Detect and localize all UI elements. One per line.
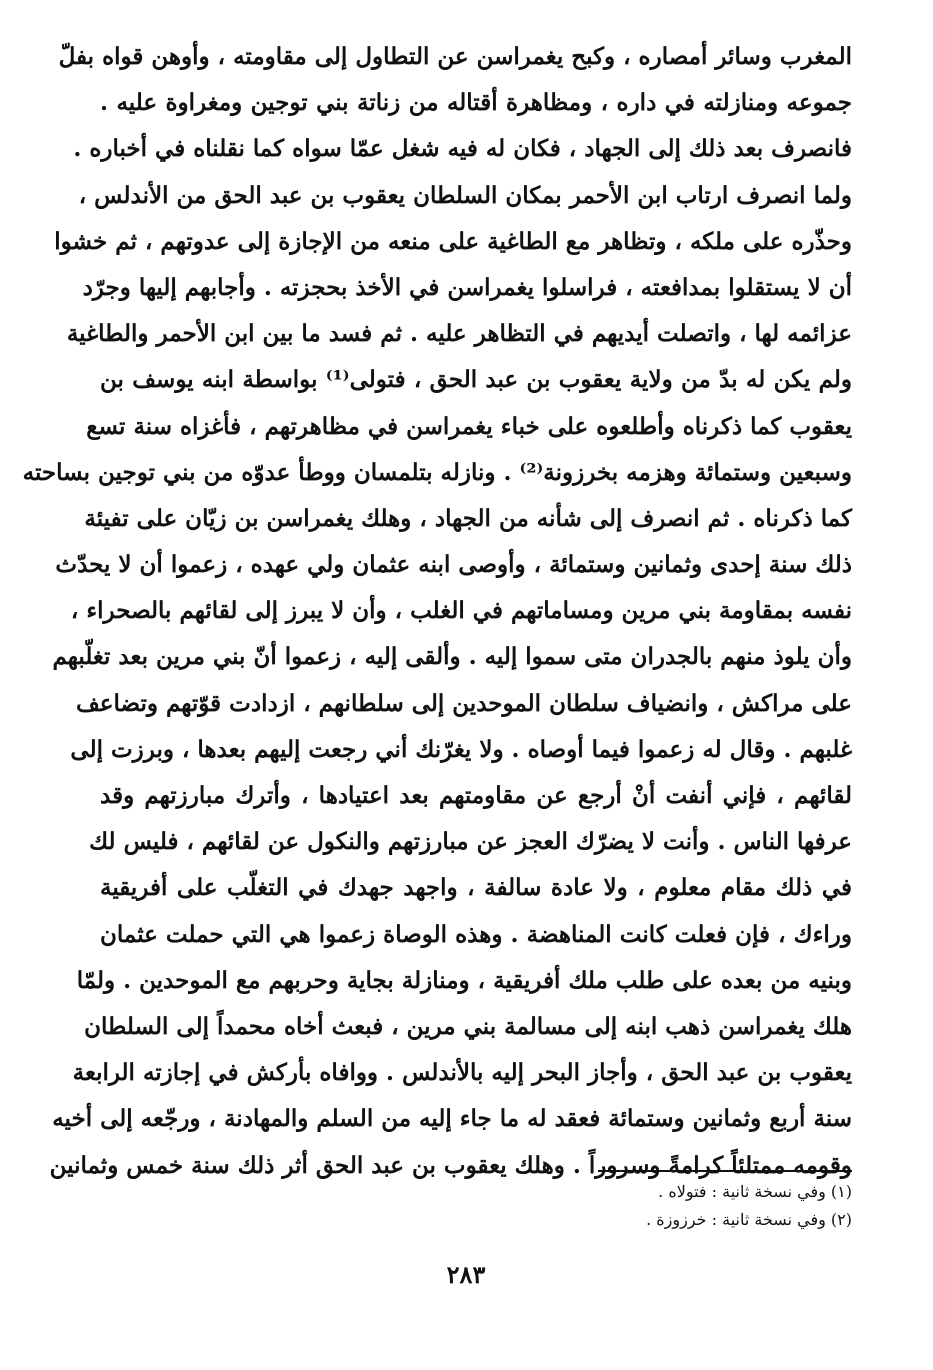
text-line: يعقوب كما ذكرناه وأطلعوه على خباء يغمراسن في مظاهرتهم ، فأغزاه سنة تسع [86,412,852,440]
text-line: وأن يلوذ منهم بالجدران متى سموا إليه . وألقى إليه ، زعموا أنّ بني مرين بعد تغلّبهم [52,643,852,671]
text-line: وراءك ، فإن فعلت كانت المناهضة . وهذه الوصاة زعموا هي التي حملت عثمان [100,920,852,948]
text-line: جموعه ومنازلته في داره ، ومظاهرة أقتاله من زناتة بني توجين ومغراوة عليه . [100,89,852,117]
footnote-separator [598,1170,852,1172]
text-line: المغرب وسائر أمصاره ، وكبح يغمراسن عن التطاول إلى مقاومته ، وأوهن قواه بفلّ [58,43,852,70]
text-line: هلك يغمراسن ذهب ابنه إلى مسالمة بني مرين ، فبعث أخاه محمداً إلى السلطان [84,1012,852,1040]
text-line: يعقوب بن عبد الحق ، وأجاز البحر إليه بالأندلس . ووافاه بأركش في إجازته الرابعة [72,1059,852,1087]
text-line: وقومه ممتلئاً كرامةً وسروراً . وهلك يعقوب بن عبد الحق أثر ذلك سنة خمس وثمانين [49,1151,852,1179]
text-line: وبنيه من بعده على طلب ملك أفريقية ، ومنازلة بجاية وحربهم مع الموحدين . ولمّا [76,966,852,994]
text-line: وسبعين وستمائة وهزمه بخرزونة⁽²⁾ . ونازله بتلمسان ووطأ عدوّه من بني توجين بساحته [22,458,852,486]
text-line: ولم يكن له بدّ من ولاية يعقوب بن عبد الحق ، فتولى⁽¹⁾ بواسطة ابنه يوسف بن [100,366,852,394]
text-line: فانصرف بعد ذلك إلى الجهاد ، فكان له فيه شغل عمّا سواه كما نقلناه في أخباره . [73,135,852,163]
text-line: عرفها الناس . وأنت لا يضرّك العجز عن مبارزتهم والنكول عن لقائهم ، فليس لك [89,828,852,856]
footnote: (١) وفي نسخة ثانية : فتولاه . [658,1182,852,1201]
text-line: على مراكش ، وانضياف سلطان الموحدين إلى سلطانهم ، ازدادت قوّتهم وتضاعف [75,689,852,717]
footnote: (٢) وفي نسخة ثانية : خرزوزة . [646,1210,852,1229]
text-line: أن لا يستقلوا بمدافعته ، فراسلوا يغمراسن في الأخذ بحجزته . وأجابهم إليها وجرّد [82,273,852,301]
text-line: ذلك سنة إحدى وثمانين وستمائة ، وأوصى ابنه عثمان ولي عهده ، زعموا أن لا يحدّث [55,551,852,579]
text-line: كما ذكرناه . ثم انصرف إلى شأنه من الجهاد ، وهلك يغمراسن بن زيّان على تفيئة [84,504,852,532]
footnotes [560,1178,852,1234]
text-line: سنة أربع وثمانين وستمائة فعقد له ما جاء إليه من السلم والمهادنة ، ورجّعه إلى أخيه [52,1105,852,1133]
text-line: نفسه بمقاومة بني مرين ومساماتهم في الغلب ، وأن لا يبرز إلى لقائهم بالصحراء ، [70,597,852,625]
text-line: ولما انصرف ارتاب ابن الأحمر بمكان السلطان يعقوب بن عبد الحق من الأندلس ، [78,181,852,209]
text-line: وحذّره على ملكه ، وتظاهر مع الطاغية على منعه من الإجازة إلى عدوتهم ، ثم خشوا [54,227,852,255]
text-line: في ذلك مقام معلوم ، ولا عادة سالفة ، واجهد جهدك في التغلّب على أفريقية [100,874,852,902]
text-line: لقائهم ، فإني أنفت أنْ أرجع عن مقاومتهم بعد اعتيادها ، وأترك مبارزتهم وقد [100,782,852,809]
text-line: عزائمه لها ، واتصلت أيديهم في التظاهر عليه . ثم فسد ما بين ابن الأحمر والطاغية [66,320,852,348]
page-number: ٢٨٣ [446,1260,486,1289]
text-line: غلبهم . وقال له زعموا فيما أوصاه . ولا يغرّنك أني رجعت إليهم بعدها ، وبرزت إلى [70,735,852,763]
main-text [22,34,852,1189]
